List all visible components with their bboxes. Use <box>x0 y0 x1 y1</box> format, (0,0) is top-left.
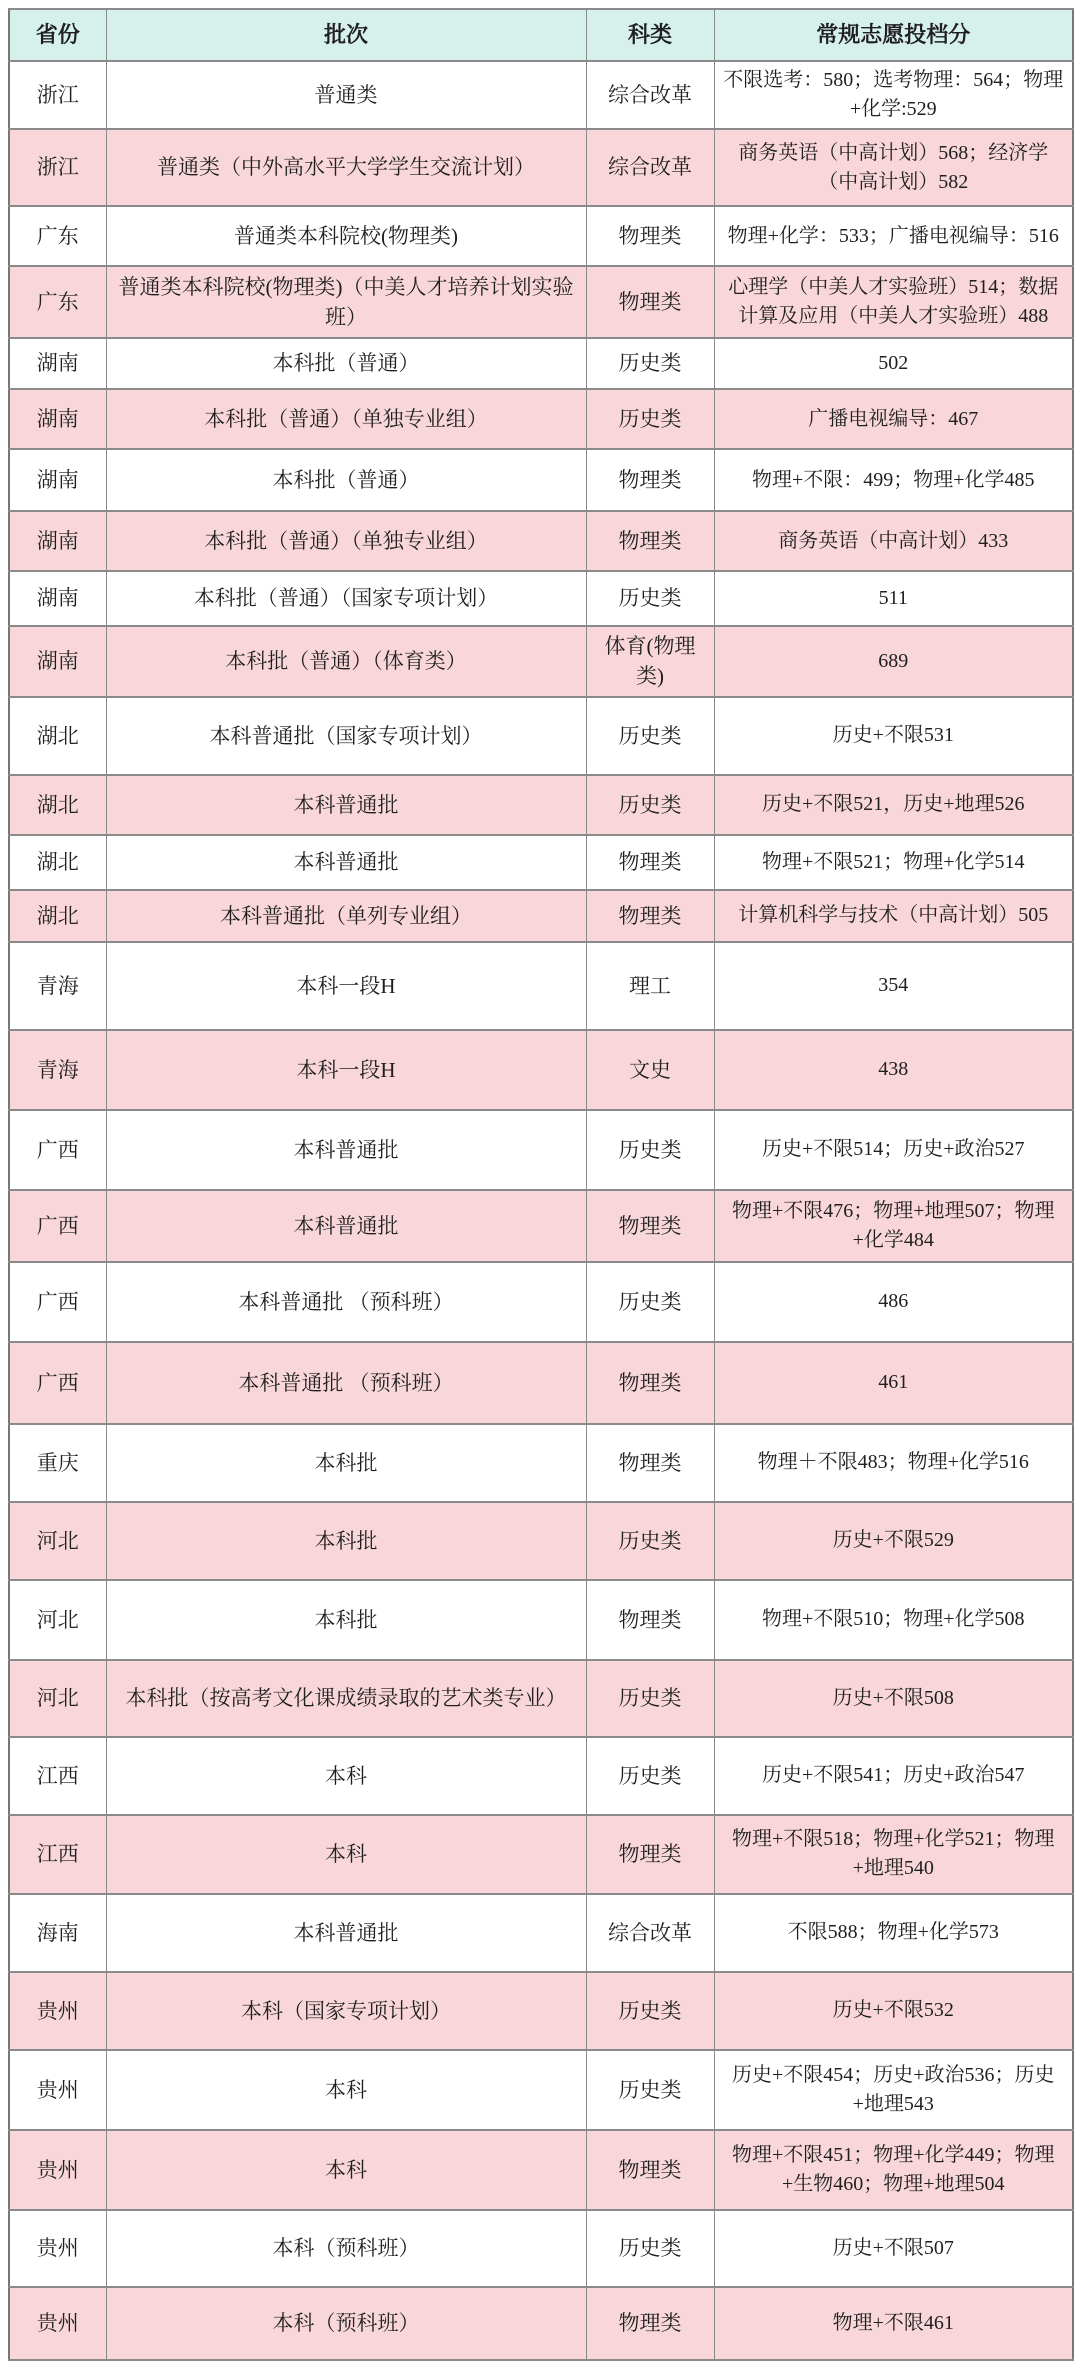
batch-cell: 本科（国家专项计划） <box>106 1972 586 2050</box>
score-cell: 物理+化学：533；广播电视编导：516 <box>714 206 1073 266</box>
province-cell: 贵州 <box>9 2130 106 2210</box>
table-row <box>9 1190 1073 1262</box>
category-cell: 物理类 <box>586 1342 714 1424</box>
province-cell: 海南 <box>9 1894 106 1972</box>
batch-cell: 本科批 <box>106 1502 586 1580</box>
score-cell: 486 <box>714 1262 1073 1342</box>
province-cell: 贵州 <box>9 1972 106 2050</box>
score-cell: 历史+不限529 <box>714 1502 1073 1580</box>
batch-cell: 普通类 <box>106 61 586 129</box>
score-cell: 物理+不限476；物理+地理507；物理+化学484 <box>714 1190 1073 1262</box>
table-header <box>9 9 1073 61</box>
score-cell: 计算机科学与技术（中高计划）505 <box>714 890 1073 942</box>
province-cell: 青海 <box>9 1030 106 1110</box>
category-cell: 历史类 <box>586 697 714 775</box>
batch-cell: 本科（预科班） <box>106 2287 586 2360</box>
province-cell: 重庆 <box>9 1424 106 1502</box>
category-cell: 历史类 <box>586 775 714 835</box>
province-cell: 湖北 <box>9 697 106 775</box>
table-row <box>9 2130 1073 2210</box>
category-cell: 历史类 <box>586 1660 714 1737</box>
table-row <box>9 389 1073 449</box>
category-cell: 综合改革 <box>586 61 714 129</box>
category-cell: 物理类 <box>586 2287 714 2360</box>
score-cell: 354 <box>714 942 1073 1030</box>
table-row <box>9 1894 1073 1972</box>
score-cell: 历史+不限508 <box>714 1660 1073 1737</box>
category-cell: 物理类 <box>586 449 714 511</box>
table-row <box>9 2050 1073 2130</box>
batch-cell: 本科批（普通） <box>106 338 586 389</box>
category-cell: 历史类 <box>586 389 714 449</box>
province-cell: 湖南 <box>9 338 106 389</box>
province-cell: 湖南 <box>9 571 106 626</box>
category-cell: 历史类 <box>586 1972 714 2050</box>
score-cell: 心理学（中美人才实验班）514；数据计算及应用（中美人才实验班）488 <box>714 266 1073 338</box>
category-cell: 物理类 <box>586 266 714 338</box>
score-cell: 689 <box>714 626 1073 697</box>
province-cell: 河北 <box>9 1502 106 1580</box>
batch-cell: 本科普通批 <box>106 1190 586 1262</box>
score-cell: 物理+不限461 <box>714 2287 1073 2360</box>
province-cell: 贵州 <box>9 2210 106 2287</box>
batch-cell: 普通类（中外高水平大学学生交流计划） <box>106 129 586 206</box>
province-cell: 广东 <box>9 206 106 266</box>
table-row <box>9 775 1073 835</box>
table-row <box>9 571 1073 626</box>
batch-cell: 本科一段H <box>106 1030 586 1110</box>
province-cell: 广东 <box>9 266 106 338</box>
batch-cell: 本科批 <box>106 1424 586 1502</box>
category-cell: 历史类 <box>586 571 714 626</box>
province-cell: 河北 <box>9 1660 106 1737</box>
column-header-score: 常规志愿投档分 <box>714 9 1073 61</box>
table-row <box>9 835 1073 890</box>
category-cell: 物理类 <box>586 1815 714 1894</box>
table-row <box>9 338 1073 389</box>
score-cell: 历史+不限521，历史+地理526 <box>714 775 1073 835</box>
category-cell: 历史类 <box>586 1502 714 1580</box>
province-cell: 湖南 <box>9 449 106 511</box>
batch-cell: 普通类本科院校(物理类)（中美人才培养计划实验班） <box>106 266 586 338</box>
table-row <box>9 1262 1073 1342</box>
category-cell: 体育(物理类) <box>586 626 714 697</box>
score-cell: 不限588；物理+化学573 <box>714 1894 1073 1972</box>
category-cell: 综合改革 <box>586 1894 714 1972</box>
table-row <box>9 1342 1073 1424</box>
category-cell: 综合改革 <box>586 129 714 206</box>
batch-cell: 本科批（普通）（单独专业组） <box>106 389 586 449</box>
batch-cell: 本科批（普通）（国家专项计划） <box>106 571 586 626</box>
batch-cell: 本科普通批 <box>106 1894 586 1972</box>
batch-cell: 本科批（普通）（单独专业组） <box>106 511 586 571</box>
score-cell: 历史+不限507 <box>714 2210 1073 2287</box>
batch-cell: 本科 <box>106 2130 586 2210</box>
batch-cell: 本科（预科班） <box>106 2210 586 2287</box>
table-row <box>9 1660 1073 1737</box>
score-cell: 511 <box>714 571 1073 626</box>
score-cell: 物理+不限521；物理+化学514 <box>714 835 1073 890</box>
batch-cell: 本科批 <box>106 1580 586 1660</box>
province-cell: 江西 <box>9 1737 106 1815</box>
category-cell: 历史类 <box>586 1262 714 1342</box>
batch-cell: 本科普通批 <box>106 775 586 835</box>
batch-cell: 本科普通批（单列专业组） <box>106 890 586 942</box>
province-cell: 湖北 <box>9 775 106 835</box>
batch-cell: 普通类本科院校(物理类) <box>106 206 586 266</box>
table-row <box>9 890 1073 942</box>
score-cell: 物理+不限510；物理+化学508 <box>714 1580 1073 1660</box>
score-cell: 历史+不限454；历史+政治536；历史+地理543 <box>714 2050 1073 2130</box>
province-cell: 湖南 <box>9 511 106 571</box>
category-cell: 物理类 <box>586 511 714 571</box>
table-row <box>9 1030 1073 1110</box>
table-row <box>9 206 1073 266</box>
table-row <box>9 626 1073 697</box>
category-cell: 历史类 <box>586 1110 714 1190</box>
category-cell: 历史类 <box>586 1737 714 1815</box>
province-cell: 贵州 <box>9 2050 106 2130</box>
column-header-batch: 批次 <box>106 9 586 61</box>
province-cell: 河北 <box>9 1580 106 1660</box>
score-cell: 商务英语（中高计划）433 <box>714 511 1073 571</box>
column-header-category: 科类 <box>586 9 714 61</box>
column-header-province: 省份 <box>9 9 106 61</box>
score-cell: 商务英语（中高计划）568；经济学（中高计划）582 <box>714 129 1073 206</box>
table-row <box>9 129 1073 206</box>
table-row <box>9 511 1073 571</box>
category-cell: 物理类 <box>586 2130 714 2210</box>
table-row <box>9 1972 1073 2050</box>
category-cell: 历史类 <box>586 2050 714 2130</box>
batch-cell: 本科 <box>106 1815 586 1894</box>
category-cell: 物理类 <box>586 1190 714 1262</box>
province-cell: 广西 <box>9 1262 106 1342</box>
header-row <box>9 9 1073 61</box>
category-cell: 理工 <box>586 942 714 1030</box>
batch-cell: 本科普通批 （预科班） <box>106 1342 586 1424</box>
table-row <box>9 1110 1073 1190</box>
category-cell: 物理类 <box>586 1580 714 1660</box>
category-cell: 文史 <box>586 1030 714 1110</box>
table-row <box>9 1502 1073 1580</box>
batch-cell: 本科批（普通） <box>106 449 586 511</box>
batch-cell: 本科普通批 <box>106 835 586 890</box>
category-cell: 物理类 <box>586 835 714 890</box>
batch-cell: 本科普通批 <box>106 1110 586 1190</box>
province-cell: 湖北 <box>9 835 106 890</box>
batch-cell: 本科批（按高考文化课成绩录取的艺术类专业） <box>106 1660 586 1737</box>
table-row <box>9 1815 1073 1894</box>
table-row <box>9 1580 1073 1660</box>
table-row <box>9 1424 1073 1502</box>
score-cell: 438 <box>714 1030 1073 1110</box>
category-cell: 物理类 <box>586 890 714 942</box>
batch-cell: 本科批（普通）（体育类） <box>106 626 586 697</box>
table-row <box>9 2210 1073 2287</box>
table-row <box>9 449 1073 511</box>
score-cell: 461 <box>714 1342 1073 1424</box>
score-cell: 物理+不限518；物理+化学521；物理+地理540 <box>714 1815 1073 1894</box>
province-cell: 湖北 <box>9 890 106 942</box>
batch-cell: 本科一段H <box>106 942 586 1030</box>
score-cell: 历史+不限532 <box>714 1972 1073 2050</box>
province-cell: 广西 <box>9 1190 106 1262</box>
score-cell: 物理+不限：499；物理+化学485 <box>714 449 1073 511</box>
province-cell: 江西 <box>9 1815 106 1894</box>
score-cell: 物理+不限451；物理+化学449；物理+生物460；物理+地理504 <box>714 2130 1073 2210</box>
category-cell: 物理类 <box>586 1424 714 1502</box>
score-cell: 历史+不限531 <box>714 697 1073 775</box>
table-row <box>9 266 1073 338</box>
province-cell: 湖南 <box>9 626 106 697</box>
score-cell: 物理＋不限483；物理+化学516 <box>714 1424 1073 1502</box>
score-cell: 502 <box>714 338 1073 389</box>
province-cell: 湖南 <box>9 389 106 449</box>
score-cell: 历史+不限514；历史+政治527 <box>714 1110 1073 1190</box>
batch-cell: 本科 <box>106 1737 586 1815</box>
province-cell: 广西 <box>9 1110 106 1190</box>
table-row <box>9 942 1073 1030</box>
province-cell: 贵州 <box>9 2287 106 2360</box>
score-cell: 历史+不限541；历史+政治547 <box>714 1737 1073 1815</box>
batch-cell: 本科普通批 （预科班） <box>106 1262 586 1342</box>
table-row <box>9 61 1073 129</box>
batch-cell: 本科 <box>106 2050 586 2130</box>
table-row <box>9 2287 1073 2360</box>
category-cell: 历史类 <box>586 2210 714 2287</box>
category-cell: 历史类 <box>586 338 714 389</box>
table-row <box>9 1737 1073 1815</box>
admission-score-table <box>8 8 1074 2361</box>
batch-cell: 本科普通批（国家专项计划） <box>106 697 586 775</box>
province-cell: 浙江 <box>9 129 106 206</box>
score-cell: 不限选考：580；选考物理：564；物理+化学:529 <box>714 61 1073 129</box>
score-cell: 广播电视编导：467 <box>714 389 1073 449</box>
table-row <box>9 697 1073 775</box>
province-cell: 青海 <box>9 942 106 1030</box>
province-cell: 广西 <box>9 1342 106 1424</box>
category-cell: 物理类 <box>586 206 714 266</box>
province-cell: 浙江 <box>9 61 106 129</box>
table-body <box>9 61 1073 2360</box>
